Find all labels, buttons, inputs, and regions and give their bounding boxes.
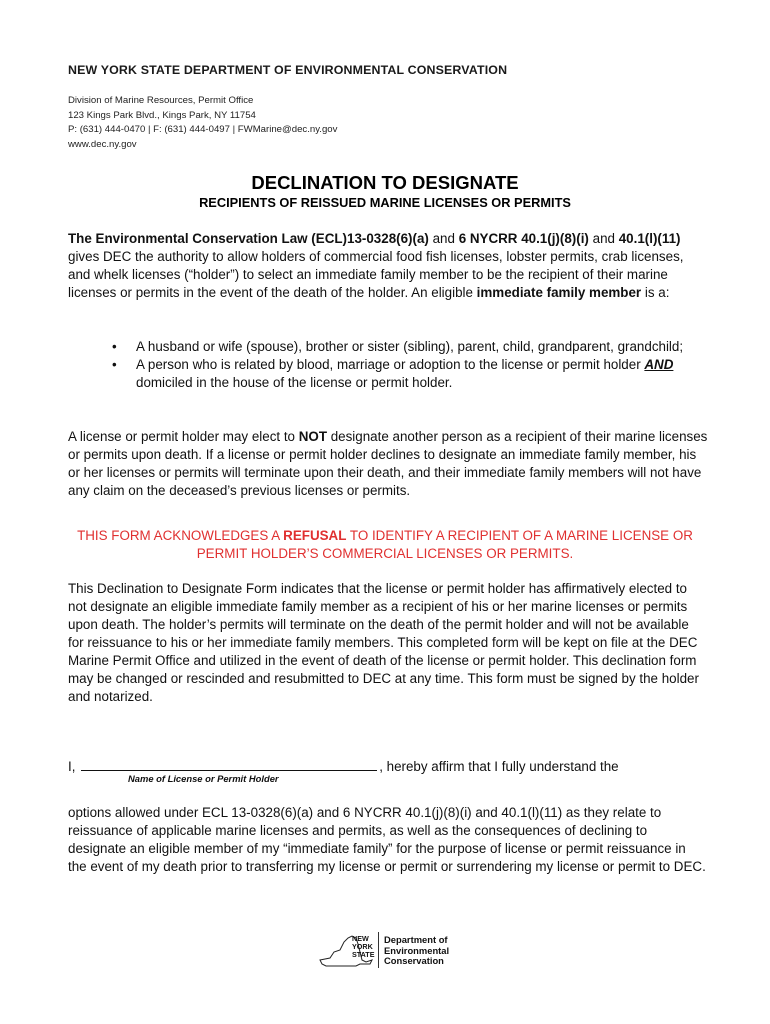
intro-body: gives DEC the authority to allow holders of commercial food fish licenses, lobster permits, crab licenses, and whelk licenses (“holder”) to select an immediate family member to be the recipient of their marine licenses or permits in the event of the death of the holder. An eligible bbox=[68, 249, 684, 300]
refusal-warning bbox=[60, 527, 710, 563]
intro-paragraph bbox=[68, 230, 708, 302]
affirm-prefix: I, bbox=[68, 759, 76, 774]
document-title: DECLINATION TO DESIGNATE bbox=[251, 172, 519, 193]
logo-divider bbox=[378, 932, 379, 968]
list-item bbox=[108, 338, 698, 356]
state-word-1: NEW bbox=[352, 934, 369, 943]
list-item bbox=[108, 356, 698, 392]
election-end: designate another person as a recipient of their marine licenses or permits upon death. If a license or permit holder declines to designate an immediate family member, his or her licenses or permits will terminate upon their death, and their immediate family members will not have any claim on the deceased’s previous licenses or permits. bbox=[68, 429, 708, 498]
division-line: Division of Marine Resources, Permit Office bbox=[68, 95, 254, 106]
bullet-text: A person who is related by blood, marriage or adoption to the license or permit holder bbox=[136, 357, 645, 372]
law-citation-nycrr-2: 40.1(l)(11) bbox=[618, 231, 681, 246]
contact-block bbox=[68, 94, 337, 152]
ny-state-wordmark bbox=[352, 935, 375, 959]
document-subtitle: RECIPIENTS OF REISSUED MARINE LICENSES OR PERMITS bbox=[199, 195, 571, 210]
website-line: www.dec.ny.gov bbox=[68, 138, 137, 150]
bullet-icon: • bbox=[112, 339, 117, 354]
bullet-text-end: domiciled in the house of the license or permit holder. bbox=[136, 375, 453, 390]
refusal-emphasis: REFUSAL bbox=[283, 528, 347, 543]
intro-and: and bbox=[588, 231, 619, 246]
affirm-suffix: , hereby affirm that I fully understand the bbox=[379, 759, 619, 774]
bullet-text: A husband or wife (spouse), brother or sister (sibling), parent, child, grandparent, grandchild; bbox=[136, 339, 684, 354]
agency-name: NEW YORK STATE DEPARTMENT OF ENVIRONMENTAL CONSERVATION bbox=[68, 63, 508, 77]
election-start: A license or permit holder may elect to bbox=[68, 429, 299, 444]
election-paragraph bbox=[68, 428, 708, 500]
address-line: 123 Kings Park Blvd., Kings Park, NY 11754 bbox=[68, 109, 256, 121]
eligibility-list bbox=[108, 338, 698, 392]
bullet-icon: • bbox=[112, 357, 117, 372]
intro-end: is a: bbox=[641, 285, 670, 300]
holder-name-caption: Name of License or Permit Holder bbox=[128, 773, 279, 784]
law-citation-nycrr: 6 NYCRR 40.1(j)(8)(i) bbox=[458, 231, 589, 246]
law-citation-ecl: The Environmental Conservation Law (ECL)13-0328(6)(a) bbox=[68, 231, 429, 246]
contact-line: P: (631) 444-0470 | F: (631) 444-0497 | FWMarine@dec.ny.gov bbox=[68, 124, 338, 136]
warning-end: TO IDENTIFY A RECIPIENT OF A MARINE LICENSE OR PERMIT HOLDER’S COMMERCIAL LICENSES OR PERMITS. bbox=[196, 528, 693, 561]
not-emphasis: NOT bbox=[298, 429, 327, 444]
holder-name-field[interactable] bbox=[81, 757, 377, 771]
immediate-family-term: immediate family member bbox=[476, 285, 642, 300]
state-word-3: STATE bbox=[352, 950, 375, 959]
dept-line-3: Conservation bbox=[384, 955, 444, 966]
dec-wordmark bbox=[384, 935, 449, 967]
dept-line-2: Environmental bbox=[384, 944, 450, 956]
state-word-2: YORK bbox=[352, 942, 373, 951]
dept-line-1: Department of bbox=[384, 934, 448, 945]
and-emphasis: AND bbox=[644, 357, 674, 372]
warning-start: THIS FORM ACKNOWLEDGES A bbox=[77, 528, 284, 543]
declination-paragraph: This Declination to Designate Form indicates that the license or permit holder has affirmatively elected to not designate an eligible immediate family member as a recipient of his or her marine licenses or permits upon death. The holder’s permits will terminate on the death of the permit holder and will not be available for reissuance to his or her immediate family members. This completed form will be kept on file at the DEC Marine Permit Office and utilized in the event of death of the license or permit holder. This declination form may be changed or rescinded and resubmitted to DEC at any time. This form must be signed by the holder and notarized. bbox=[68, 581, 699, 704]
intro-and: and bbox=[428, 231, 459, 246]
options-paragraph: options allowed under ECL 13-0328(6)(a) and 6 NYCRR 40.1(j)(8)(i) and 40.1(l)(11) as they relate to reissuance of applicable marine licenses and permits, as well as the consequences of declining to designate an eligible member of my “immediate family” for the purpose of license or permit reissuance in the event of my death prior to transferring my license or permit or surrendering my license or permit to DEC. bbox=[68, 805, 706, 874]
